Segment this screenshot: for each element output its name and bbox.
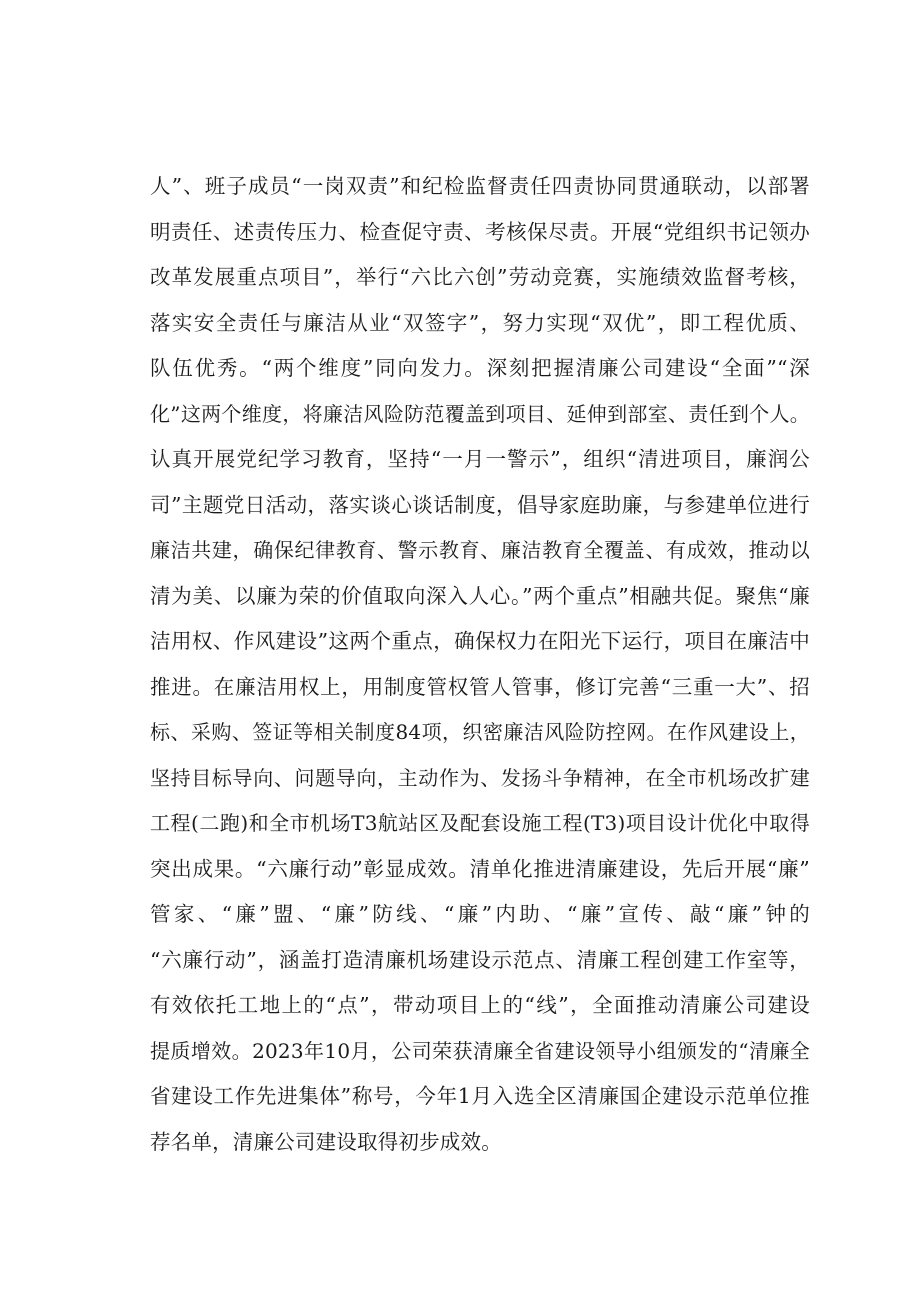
text-line: 有效依托工地上的“点”，带动项目上的“线”，全面推动清廉公司建设 xyxy=(150,993,810,1017)
text-line: 省建设工作先进集体”称号，今年1月入选全区清廉国企建设示范单位推 xyxy=(150,1084,810,1108)
text-line: “六廉行动”，涵盖打造清廉机场建设示范点、清廉工程创建工作室等， xyxy=(150,947,810,972)
text-line: 落实安全责任与廉洁从业“双签字”，努力实现“双优”，即工程优质、 xyxy=(150,310,810,335)
text-line: 推进。在廉洁用权上，用制度管权管人管事，修订完善“三重一大”、招 xyxy=(150,674,810,699)
text-line: 提质增效。2023年10月，公司荣获清廉全省建设领导小组颁发的“清廉全 xyxy=(150,1038,810,1063)
text-line: 人”、班子成员“一岗双责”和纪检监督责任四责协同贯通联动，以部署 xyxy=(150,174,810,198)
text-line: 明责任、述责传压力、检查促守责、考核保尽责。开展“党组织书记领办 xyxy=(150,219,810,244)
text-line: 坚持目标导向、问题导向，主动作为、发扬斗争精神，在全市机场改扩建 xyxy=(150,765,810,790)
text-line: 化”这两个维度，将廉洁风险防范覆盖到项目、延伸到部室、责任到个人。 xyxy=(150,401,810,426)
text-line: 标、采购、签证等相关制度84项，织密廉洁风险防控网。在作风建设上， xyxy=(150,720,810,744)
text-line: 司”主题党日活动，落实谈心谈话制度，倡导家庭助廉，与参建单位进行 xyxy=(150,492,810,517)
text-line: 荐名单，清廉公司建设取得初步成效。 xyxy=(150,1129,502,1154)
text-line: 队伍优秀。“两个维度”同向发力。深刻把握清廉公司建设“全面”“深 xyxy=(150,356,810,380)
text-line: 认真开展党纪学习教育，坚持“一月一警示”，组织“清进项目，廉润公 xyxy=(150,447,810,471)
text-line: 改革发展重点项目”，举行“六比六创”劳动竞赛，实施绩效监督考核， xyxy=(150,265,810,289)
body-paragraph xyxy=(150,164,810,1165)
text-line: 管家、“廉”盟、“廉”防线、“廉”内助、“廉”宣传、敲“廉”钟的 xyxy=(150,902,810,926)
text-line: 洁用权、作风建设”这两个重点，确保权力在阳光下运行，项目在廉洁中 xyxy=(150,629,810,653)
text-line: 清为美、以廉为荣的价值取向深入人心。”两个重点”相融共促。聚焦“廉 xyxy=(150,583,810,608)
text-line: 工程(二跑)和全市机场T3航站区及配套设施工程(T3)项目设计优化中取得 xyxy=(150,811,810,835)
text-line: 突出成果。“六廉行动”彰显成效。清单化推进清廉建设，先后开展“廉” xyxy=(150,856,810,881)
text-line: 廉洁共建，确保纪律教育、警示教育、廉洁教育全覆盖、有成效，推动以 xyxy=(150,538,810,562)
